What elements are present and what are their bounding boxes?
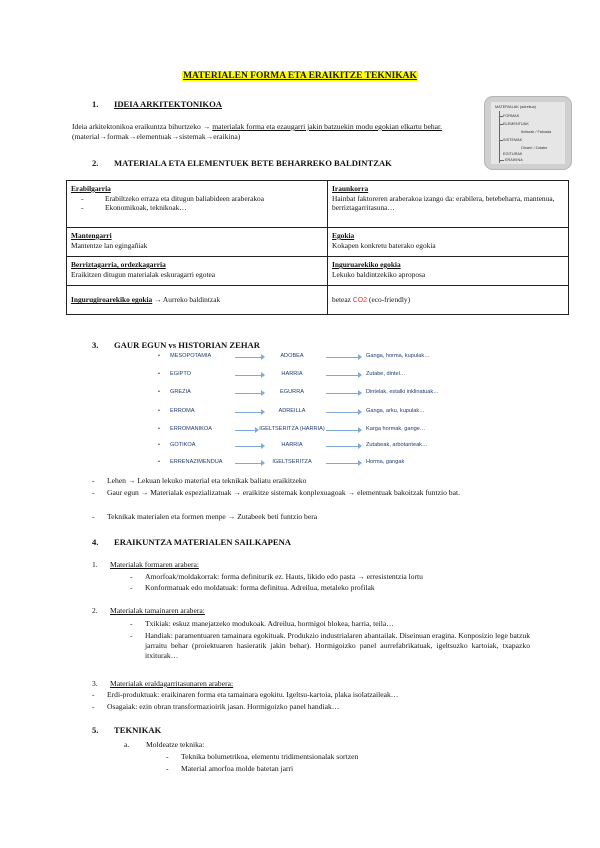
- table-row: [67, 257, 569, 286]
- arrow-head-icon: [358, 460, 362, 466]
- cell-text: (eco-friendly): [367, 294, 411, 304]
- diagram-connector: [499, 116, 503, 117]
- cell-title: Erabilgarria: [71, 184, 111, 193]
- list-item-text: Material amorfoa molde batetan jarri: [181, 764, 294, 773]
- section-3-heading: [92, 340, 260, 350]
- history-row: [0, 426, 600, 436]
- diagram-label: MATERIALAK (adreilua): [495, 105, 536, 109]
- civilization-label: ERROMANIKOA: [170, 426, 212, 432]
- list-item: - Erabiltzeko erraza eta ditugun baliabideen araberakoa: [105, 194, 323, 204]
- civilization-label: ERROMA: [170, 408, 195, 414]
- example-label: Ganga, horma, kupulak…: [366, 353, 430, 359]
- example-label: Zutabe, dintel…: [366, 371, 406, 377]
- arrow-line: [326, 357, 359, 358]
- section-title: ERAIKUNTZA MATERIALEN SAILKAPENA: [114, 537, 291, 547]
- table-cell: [67, 228, 328, 257]
- cell-text: Hainbat faktoreren araberakoa izango da: erabilera, betebeharra, mantenua, berriztagarritasuna…: [332, 193, 555, 213]
- arrow-line: [326, 412, 359, 413]
- subsection-title: Materialak tamainaren arabera:: [110, 606, 205, 615]
- section-title: GAUR EGUN vs HISTORIAN ZEHAR: [114, 340, 260, 350]
- table-row: [67, 228, 569, 257]
- diagram-connector: [499, 140, 503, 141]
- list-item-text: Handiak: paramentuaren tamainara egokituak. Produkzio industrialaren abantailak. Diseinuan eragina. Konposizio lege batzuk jarraitu behar (proiektuaren hasieratik jakin behar). Hormigoizko panel aurrefabrikatuak, igeltsuzko kartoiak, txapazko itxiturak…: [145, 631, 530, 660]
- table-cell: [328, 257, 569, 286]
- subsection-number: 3.: [92, 679, 98, 688]
- bullet-icon: •: [158, 426, 160, 432]
- material-label: ADOBEA: [280, 353, 304, 359]
- section-5-heading: [92, 725, 161, 735]
- arrow-line: [326, 446, 359, 447]
- arrow-head-icon: [358, 427, 362, 433]
- list-item-text: Amorfoak/moldakorrak: forma definiturik ez. Hauts, likido edo pasta → erresistentzia lortu: [145, 572, 423, 581]
- table-cell: [328, 286, 569, 315]
- section-4-heading: [92, 537, 291, 547]
- diagram-background: [491, 102, 565, 164]
- text-part: Ideia arkitektonikoa eraikuntza bihurtzeko →: [72, 122, 213, 131]
- civilization-label: GOTIKOA: [170, 442, 196, 448]
- example-label: Dintelak, estalki inklinatuak…: [366, 389, 439, 395]
- bullet-icon: •: [158, 353, 160, 359]
- example-label: Ganga, arku, kupulak…: [366, 408, 425, 414]
- table-row: [67, 286, 569, 315]
- example-label: Karga hormak, gange…: [366, 426, 426, 432]
- note-text: Gaur egun → Materialak espezializatuak → eraikitze sistemak konplexuagoak → elementuak bakoitzak funtzio bat.: [107, 488, 460, 497]
- bullet-icon: •: [158, 459, 160, 465]
- section-1-text: [72, 122, 472, 142]
- history-row: [0, 459, 600, 469]
- list-item-text: Osagaiak: ezin obran transformazioirik jasan. Hormigoizko panel handiak…: [107, 702, 340, 711]
- co2-label: CO2: [352, 296, 368, 304]
- list-item: - Ekonomikoak, teknikoak…: [105, 203, 323, 213]
- arrow-head-icon: [358, 443, 362, 449]
- concept-diagram: [484, 96, 572, 170]
- bullet-icon: •: [158, 442, 160, 448]
- table-cell: [67, 181, 328, 228]
- section-title: TEKNIKAK: [114, 725, 162, 735]
- diagram-label: ERAIKINA: [505, 158, 523, 162]
- list-item-text: Teknika bolumetrikoa, elementu tridimentsionalak sortzen: [181, 752, 359, 761]
- diagram-label: EGITURAK: [503, 152, 523, 156]
- history-row: [0, 353, 600, 363]
- diagram-connector: [499, 111, 500, 163]
- requirements-table: [66, 180, 569, 315]
- table-cell: [67, 286, 328, 315]
- section-number: 1.: [92, 99, 99, 109]
- cell-title: Inguruarekiko egokia: [332, 260, 401, 269]
- cell-text: → Aurreko baldintzak: [152, 295, 221, 305]
- section-2-heading: [92, 158, 392, 168]
- cell-text: beteaz: [332, 294, 353, 304]
- bullet-icon: •: [158, 408, 160, 414]
- note-text: Lehen → Lekuan lekuko material eta teknikak baliatu eraikitzeko: [107, 476, 307, 485]
- history-row: [0, 389, 600, 399]
- history-row: [0, 408, 600, 418]
- subsection-number: 1.: [92, 560, 98, 569]
- subsection-number: 2.: [92, 606, 98, 615]
- civilization-label: ERRENAZIMENDUA: [170, 459, 223, 465]
- page-title-text: MATERIALEN FORMA ETA ERAIKITZE TEKNIKAK: [183, 71, 417, 81]
- cell-title: Mantengarri: [71, 231, 112, 240]
- arrow-line: [326, 393, 359, 394]
- material-label: EGURRA: [280, 389, 304, 395]
- section-number: 4.: [92, 537, 99, 547]
- subsection-title: Materialak formaren arabera:: [110, 560, 199, 569]
- material-label: HARRIA: [281, 442, 303, 448]
- cell-title: Ingurugiroarekiko egokia: [71, 295, 153, 305]
- civilization-label: EGIPTO: [170, 371, 192, 377]
- diagram-label: Itxiturak / Fatxada: [521, 130, 552, 134]
- cell-list: [71, 194, 323, 213]
- arrow-line: [326, 463, 359, 464]
- note-text: Teknikak materialen eta formen menpe → Zutabeek beti funtzio bera: [107, 512, 318, 521]
- bullet-icon: •: [158, 371, 160, 377]
- diagram-label: SISTEMAK: [503, 138, 523, 142]
- table-cell: [328, 181, 569, 228]
- cell-text: Mantentze lan egingañiak: [71, 240, 148, 250]
- diagram-label: FORMAK: [503, 114, 520, 118]
- diagram-connector: [499, 124, 503, 125]
- diagram-label: Oinarri / Zutabe: [521, 146, 548, 150]
- material-label: ADREILLA: [278, 408, 306, 414]
- list-item-text: Erdi-produktuak: eraikinaren forma eta tamainara egokitu. Igeltsu-kartoia, plaka isolatzaileak…: [107, 690, 399, 699]
- subsection-title: Materialak eraldagarritasunaren arabera:: [110, 679, 234, 688]
- arrow-head-icon: [358, 409, 362, 415]
- table-cell: [328, 228, 569, 257]
- cell-text: Lekuko baldintzekiko aproposa: [332, 269, 426, 279]
- subsection-letter: a.: [124, 740, 130, 749]
- example-label: Horma, gangak: [366, 459, 405, 465]
- diagram-label: ELEMENTUAK: [503, 122, 529, 126]
- arrow-head-icon: [358, 354, 362, 360]
- material-label: IGELTSERITZA (HARRIA): [259, 426, 325, 432]
- history-row: [0, 371, 600, 381]
- material-label: HARRIA: [281, 371, 303, 377]
- example-label: Zutabeak, arbotanteak…: [366, 442, 428, 448]
- bullet-icon: •: [158, 389, 160, 395]
- table-row: [67, 181, 569, 228]
- section-1-heading: [92, 99, 222, 109]
- arrow-line: [326, 375, 359, 376]
- cell-text: Eraikitzen ditugun materialak eskuragarri egotea: [71, 269, 216, 279]
- subsection-title: Moldeatze teknika:: [146, 740, 205, 749]
- text-part: (material→formak→elementuak→sistemak→eraikina): [72, 132, 241, 141]
- text-underlined: materialak forma eta ezaugarri jakin batzuekin modu egokian elkartu behar.: [212, 122, 443, 131]
- cell-text: Kokapen konkretu baterako egokia: [332, 240, 436, 250]
- cell-title: Egokia: [332, 231, 355, 240]
- civilization-label: MESOPOTAMIA: [170, 353, 212, 359]
- arrow-head-icon: [358, 390, 362, 396]
- section-number: 3.: [92, 340, 99, 350]
- section-title: MATERIALA ETA ELEMENTUEK BETE BEHARREKO BALDINTZAK: [114, 158, 392, 168]
- history-row: [0, 442, 600, 452]
- cell-title: Berriztagarria, ordezkagarria: [71, 260, 166, 269]
- civilization-label: GREZIA: [170, 389, 191, 395]
- page-title: [0, 71, 600, 81]
- arrow-head-icon: [358, 372, 362, 378]
- arrow-line: [235, 430, 255, 431]
- material-label: IGELTSERITZA: [272, 459, 312, 465]
- section-title: IDEIA ARKITEKTONIKOA: [114, 99, 223, 109]
- arrow-line: [326, 430, 359, 431]
- table-cell: [67, 257, 328, 286]
- list-item-text: Konformatuak edo moldatuak: forma definitua. Adreilua, metaleko profilak: [145, 583, 375, 592]
- section-number: 5.: [92, 725, 99, 735]
- list-item-text: Txikiak: eskuz manejatzeko modukoak. Adreilua, hormigoi blokea, harria, teila…: [145, 619, 394, 628]
- cell-title: Iraunkorra: [332, 184, 369, 193]
- section-number: 2.: [92, 158, 99, 168]
- diagram-connector: [499, 160, 504, 161]
